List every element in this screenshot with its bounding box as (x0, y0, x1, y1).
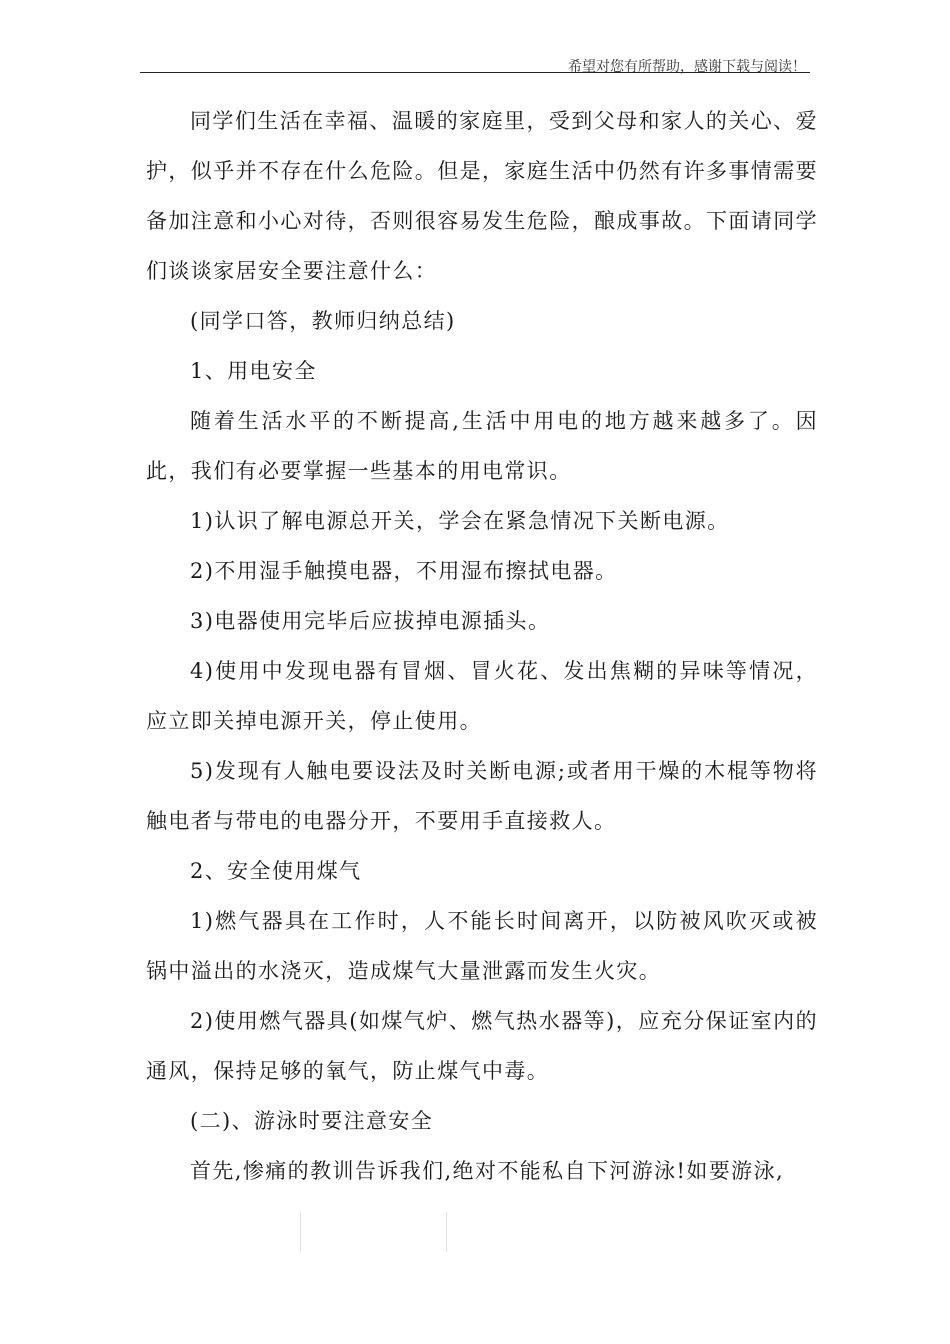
paragraph-intro: 同学们生活在幸福、温暖的家庭里，受到父母和家人的关心、爱护，似乎并不存在什么危险。但是，家庭生活中仍然有许多事情需要备加注意和小心对待，否则很容易发生危险，酿成事故。下面请同学们谈谈家居安全要注意什么： (146, 109, 818, 283)
footer-divider (446, 1212, 447, 1252)
list-item: 4)使用中发现电器有冒烟、冒火花、发出焦糊的异味等情况，应立即关掉电源开关，停止使用。 (146, 659, 818, 733)
list-item: 2)使用燃气器具(如煤气炉、燃气热水器等)，应充分保证室内的通风，保持足够的氧气，防止煤气中毒。 (146, 1009, 818, 1083)
list-item: 3)电器使用完毕后应拔掉电源插头。 (190, 609, 551, 633)
list-item: 1)认识了解电源总开关，学会在紧急情况下关断电源。 (190, 509, 730, 533)
list-item: 2)不用湿手触摸电器，不用湿布擦拭电器。 (190, 559, 618, 583)
footer-divider (300, 1212, 301, 1252)
heading-gas-safety: 2、安全使用煤气 (190, 859, 362, 883)
paragraph-swimming: 首先,惨痛的教训告诉我们,绝对不能私自下河游泳!如要游泳, (190, 1159, 785, 1183)
heading-swimming-safety: (二)、游泳时要注意安全 (190, 1109, 434, 1133)
header-text: 希望对您有所帮助，感谢下载与阅读！ (568, 59, 806, 75)
paragraph-electric-intro: 随着生活水平的不断提高,生活中用电的地方越来越多了。因此，我们有必要掌握一些基本的用电常识。 (146, 409, 818, 483)
document-body (146, 96, 818, 1196)
list-item: 5)发现有人触电要设法及时关断电源;或者用干燥的木棍等物将触电者与带电的电器分开，不要用手直接救人。 (146, 759, 818, 833)
heading-electric-safety: 1、用电安全 (190, 359, 317, 383)
list-item: 1)燃气器具在工作时，人不能长时间离开，以防被风吹灭或被锅中溢出的水浇灭，造成煤气大量泄露而发生火灾。 (146, 909, 818, 983)
paragraph-note: (同学口答，教师归纳总结) (190, 309, 456, 333)
page-header (140, 52, 810, 73)
